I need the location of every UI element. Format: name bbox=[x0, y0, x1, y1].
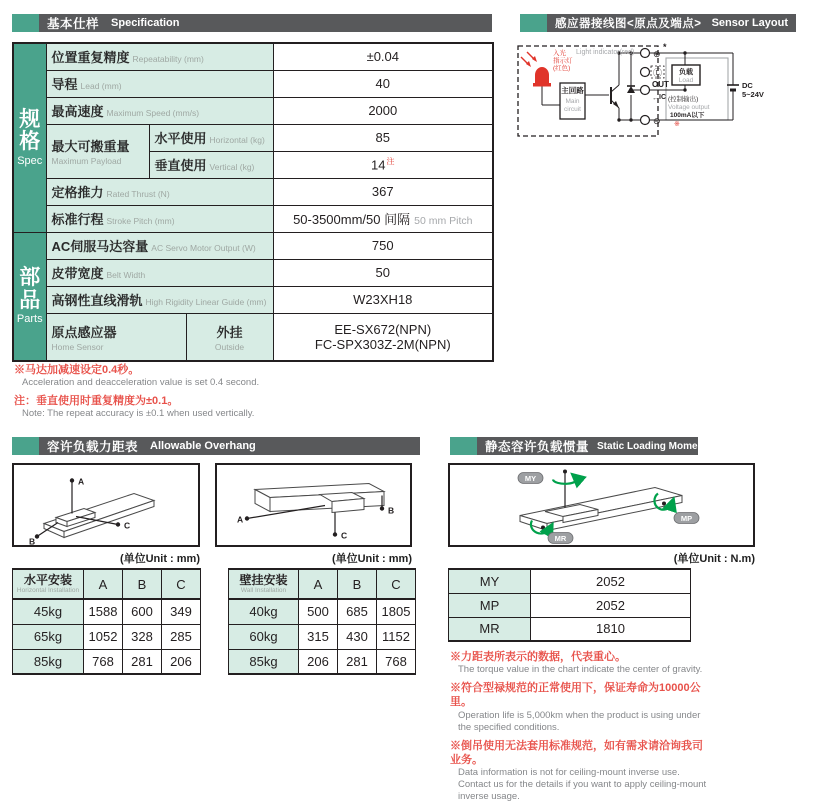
dimension-dots bbox=[245, 506, 384, 536]
spec-row-label: 定格推力 Rated Thrust (N) bbox=[46, 178, 273, 205]
spec-row-label-payload: 最大可搬重量 Maximum Payload bbox=[46, 124, 149, 178]
moment-table bbox=[448, 568, 691, 642]
spec-row-value: 367 bbox=[273, 178, 493, 205]
table-row: MY 2052 bbox=[449, 569, 691, 593]
moment-note-en: Data information is not for ceiling-mount inverse use. Contact us for the details if you want to apply ceiling-mount inverse usage. bbox=[458, 767, 707, 802]
ic-label: IC bbox=[659, 94, 666, 101]
spec-note-cn: 注：垂直使用时重复精度为±0.1。 bbox=[14, 395, 179, 408]
spec-row-value: ±0.04 bbox=[273, 43, 493, 70]
wall-install-diagram-box bbox=[215, 463, 412, 547]
col-header-b: B bbox=[338, 569, 377, 599]
moment-note-cn: ※力距表所表示的数据，代表重心。 bbox=[450, 651, 626, 663]
out-terminal-label: OUT bbox=[652, 80, 669, 89]
dc-voltage-label: 5~24V bbox=[742, 90, 764, 99]
load-label-en: Load bbox=[678, 77, 694, 84]
spec-row-sublabel-outside: 外挂 Outside bbox=[186, 313, 273, 361]
moment-diagram bbox=[450, 465, 753, 545]
moment-note-cn: ※倒吊使用无法套用标准规范，如有需求请洽询我司业务。 bbox=[450, 739, 703, 766]
spec-row-value: $14^注$ bbox=[273, 151, 493, 178]
spec-row-value: EE-SX672(NPN) FC-SPX303Z-2M(NPN) bbox=[273, 313, 493, 361]
table-row: 60kg 315 430 1152 bbox=[229, 624, 416, 649]
mp-badge bbox=[674, 513, 699, 524]
moment-footnotes bbox=[450, 650, 712, 808]
teal-square-icon bbox=[520, 14, 547, 32]
led-icon bbox=[521, 52, 551, 87]
col-header-c: C bbox=[162, 569, 201, 599]
unit-label-mm: (单位Unit : mm) bbox=[331, 553, 412, 565]
parts-side-group bbox=[13, 232, 46, 361]
table-row: 40kg 500 685 1805 bbox=[229, 599, 416, 624]
transistor-icon bbox=[611, 87, 619, 108]
light-label-cn1: 入光 bbox=[553, 50, 566, 57]
spec-row-label: AC伺服马达容量 AC Servo Motor Output (W) bbox=[46, 232, 273, 259]
light-label-en: Light indicator(red) bbox=[576, 49, 635, 56]
table-header-install: 水平安装 Horizontal Installation bbox=[13, 569, 84, 599]
table-row: 65kg 1052 328 285 bbox=[13, 624, 201, 649]
horizontal-install-diagram bbox=[14, 465, 198, 545]
teal-square-icon bbox=[12, 14, 39, 32]
col-header-b: B bbox=[123, 569, 162, 599]
spec-section-title-bar bbox=[12, 14, 492, 32]
mr-badge bbox=[548, 533, 573, 544]
wall-install-table bbox=[228, 568, 416, 675]
table-row: MP 2052 bbox=[449, 593, 691, 617]
spec-row-value: 85 bbox=[273, 124, 493, 151]
col-header-a: A bbox=[84, 569, 123, 599]
teal-square-icon bbox=[450, 437, 477, 455]
terminal-circles bbox=[641, 49, 650, 125]
side-label-en: Spec bbox=[17, 154, 43, 167]
svg-text:MP: MP bbox=[680, 514, 693, 523]
unit-label-nm: (单位Unit : N.m) bbox=[673, 553, 755, 565]
l-terminal-label: Ⓛ bbox=[653, 68, 663, 78]
spec-row-label: 最高速度 Maximum Speed (mm/s) bbox=[46, 97, 273, 124]
spec-row-label: 高钢性直线滑轨 High Rigidity Linear Guide (mm) bbox=[46, 286, 273, 313]
table-row: MR 1810 bbox=[449, 617, 691, 641]
spec-note-en: Acceleration and deacceleration value is set 0.4 second. bbox=[22, 377, 260, 389]
spec-row-value: 40 bbox=[273, 70, 493, 97]
point-a-label: A bbox=[78, 476, 85, 487]
point-c-label: C bbox=[124, 520, 131, 531]
load-label-cn: 负载 bbox=[679, 69, 693, 76]
main-circuit-en1: Main bbox=[565, 98, 580, 105]
minus-terminal-label: ⊖ bbox=[653, 116, 661, 126]
spec-table bbox=[12, 42, 494, 362]
spec-title-cn: 基本仕样 bbox=[47, 17, 100, 31]
side-label-cn: 规 bbox=[19, 107, 41, 131]
main-circuit-cn: 主回路 bbox=[561, 86, 584, 95]
overhang-title-cn: 容许负载力距表 bbox=[47, 440, 139, 454]
col-header-c: C bbox=[377, 569, 416, 599]
voltage-output-label: Voltage output bbox=[668, 104, 710, 111]
horizontal-install-diagram-box bbox=[12, 463, 200, 547]
star-mark: * bbox=[663, 42, 667, 52]
main-circuit-en2: circuit bbox=[564, 106, 581, 113]
spec-row-sublabel: 水平使用 Horizontal (kg) bbox=[149, 124, 273, 151]
sensor-title-en: Sensor Layout bbox=[711, 17, 788, 29]
table-row: 85kg 768 281 206 bbox=[13, 649, 201, 674]
side-label-cn: 品 bbox=[19, 288, 41, 312]
teal-square-icon bbox=[12, 437, 39, 455]
spec-row-sublabel: 垂直使用 Vertical (kg) bbox=[149, 151, 273, 178]
spec-row-label: 标准行程 Stroke Pitch (mm) bbox=[46, 205, 273, 232]
moment-diagram-box bbox=[448, 463, 755, 547]
spec-row-value: 50-3500mm/50 间隔 50 mm Pitch bbox=[273, 205, 493, 232]
table-header-install: 壁挂安装 Wall Installation bbox=[229, 569, 299, 599]
col-header-a: A bbox=[299, 569, 338, 599]
wall-install-diagram bbox=[217, 465, 410, 545]
moment-title-cn: 静态容许负载惯量 bbox=[485, 440, 590, 454]
light-label-cn2: 指示灯 bbox=[553, 57, 573, 65]
my-badge bbox=[518, 473, 543, 484]
dc-battery-icon bbox=[727, 85, 739, 90]
spec-row-value: W23XH18 bbox=[273, 286, 493, 313]
spec-row-label: 位置重复精度 Repeatability (mm) bbox=[46, 43, 273, 70]
spec-row-label: 导程 Lead (mm) bbox=[46, 70, 273, 97]
point-b-label: B bbox=[29, 536, 36, 545]
dc-label: DC bbox=[742, 81, 753, 90]
side-label-en: Parts bbox=[16, 313, 43, 326]
side-label-cn: 部 bbox=[19, 266, 41, 290]
moment-section-title-bar bbox=[450, 437, 708, 455]
spec-title-en: Specification bbox=[111, 17, 180, 29]
plus-terminal-label: ⊕ bbox=[653, 49, 661, 59]
moment-note-en: Operation life is 5,000km when the product is using under the specified conditions. bbox=[458, 709, 701, 733]
unit-label-mm: (单位Unit : mm) bbox=[119, 553, 200, 565]
svg-text:MR: MR bbox=[554, 534, 567, 543]
spec-row-label-home-sensor: 原点感应器 Home Sensor bbox=[46, 313, 186, 361]
svg-text:MY: MY bbox=[524, 474, 537, 483]
sensor-section-title-bar bbox=[520, 14, 796, 32]
light-label-cn3: (红色) bbox=[553, 65, 571, 72]
table-row: 45kg 1588 600 349 bbox=[13, 599, 201, 624]
spec-row-label: 皮带宽度 Belt Width bbox=[46, 259, 273, 286]
current-limit-label: 100mA以下 bbox=[670, 112, 705, 119]
overhang-title-en: Allowable Overhang bbox=[150, 440, 256, 452]
table-row: 85kg 206 281 768 bbox=[229, 649, 416, 674]
sensor-enclosure-outline bbox=[518, 46, 658, 136]
vertical-note-mark: 注 bbox=[386, 157, 395, 167]
red-note-mark: ※ bbox=[674, 121, 680, 128]
spec-side-group bbox=[13, 43, 46, 232]
moment-note-cn: ※符合型禄规范的正常使用下，保证寿命为10000公里。 bbox=[450, 682, 701, 709]
sensor-wiring-diagram bbox=[516, 40, 816, 145]
horizontal-install-table bbox=[12, 568, 201, 675]
spec-row-value: 750 bbox=[273, 232, 493, 259]
moment-note-en: The torque value in the chart indicate the center of gravity. bbox=[458, 664, 703, 676]
point-b-label: B bbox=[388, 505, 395, 516]
sensor-title-cn: 感应器接线图<原点及端点> bbox=[555, 18, 702, 30]
spec-row-value: 2000 bbox=[273, 97, 493, 124]
side-label-cn: 格 bbox=[19, 130, 41, 154]
ic-arrow: ← bbox=[652, 95, 659, 102]
overhang-section-title-bar bbox=[12, 437, 420, 455]
ic-label-cn: (控制输出) bbox=[668, 96, 699, 103]
spec-note-cn: ※马达加减速设定0.4秒。 bbox=[14, 364, 140, 376]
point-a-label: A bbox=[237, 514, 244, 525]
moment-title-en: Static Loading Moment bbox=[597, 440, 708, 452]
spec-row-value: 50 bbox=[273, 259, 493, 286]
point-c-label: C bbox=[341, 530, 348, 541]
spec-note-en: Note: The repeat accuracy is ±0.1 when used vertically. bbox=[22, 408, 255, 420]
spec-footnotes bbox=[14, 363, 344, 425]
